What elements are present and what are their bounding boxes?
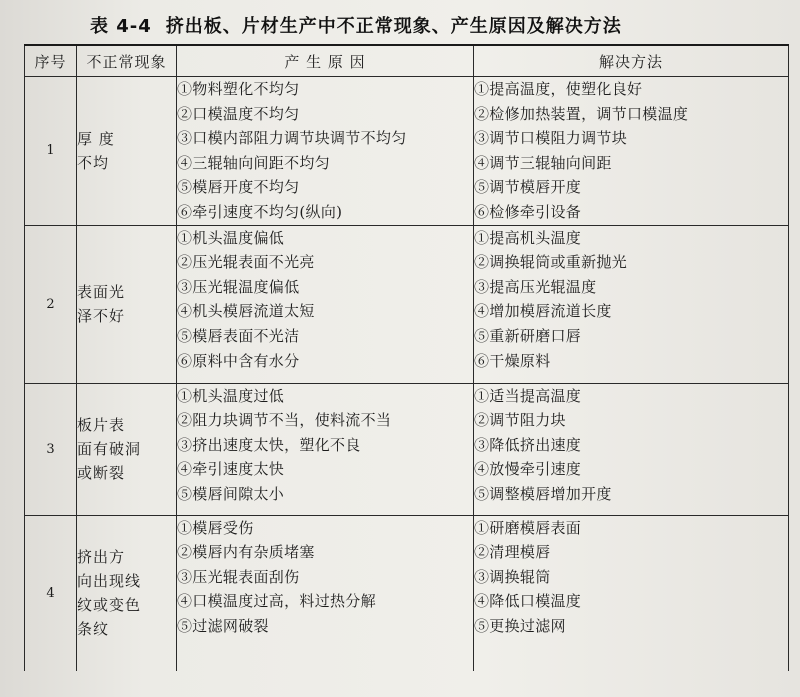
solution-item: ①提高温度，使塑化良好 xyxy=(474,80,643,98)
cause-item: ④机头模唇流道太短 xyxy=(177,302,315,321)
row-solutions xyxy=(474,225,789,383)
table-row xyxy=(25,225,789,383)
solution-list xyxy=(474,226,788,374)
cause-item: ②阻力块调节不当，使料流不当 xyxy=(177,411,392,430)
cause-item: ③压光辊温度偏低 xyxy=(177,277,300,296)
solution-item: ①提高机头温度 xyxy=(474,228,582,247)
cause-list xyxy=(177,516,473,639)
table-body xyxy=(25,77,789,672)
cause-list xyxy=(177,226,473,374)
cause-item: ②口模温度不均匀 xyxy=(177,104,300,123)
solution-item: ②调节阻力块 xyxy=(474,411,566,430)
cause-item: ④牵引速度太快 xyxy=(177,460,285,479)
cause-item: ②压光辊表面不光亮 xyxy=(177,253,315,272)
row-causes xyxy=(177,383,474,515)
solution-item: ④放慢牵引速度 xyxy=(474,460,582,479)
solution-item: ⑥干燥原料 xyxy=(474,351,551,370)
solution-item: ②调换辊筒或重新抛光 xyxy=(474,253,628,272)
row-seq: 2 xyxy=(25,225,77,383)
cause-item: ④三辊轴向间距不均匀 xyxy=(177,153,331,172)
row-phenomenon: 板片表 面有破洞 或断裂 xyxy=(77,383,177,515)
row-seq: 4 xyxy=(25,515,77,671)
cause-item: ⑥原料中含有水分 xyxy=(177,351,300,370)
solution-item: ①研磨模唇表面 xyxy=(474,518,582,537)
cause-item: ⑤过滤网破裂 xyxy=(177,616,269,635)
header-seq: 序号 xyxy=(25,45,77,77)
solution-item: ②清理模唇 xyxy=(474,543,551,562)
solution-list xyxy=(474,516,788,639)
solution-item: ⑤调整模唇增加开度 xyxy=(474,484,612,503)
solution-list xyxy=(474,77,788,225)
row-phenomenon: 厚 度 不均 xyxy=(77,77,177,226)
row-solutions xyxy=(474,383,789,515)
cause-item: ⑥牵引速度不均匀(纵向) xyxy=(177,202,343,221)
solution-item: ③调换辊筒 xyxy=(474,567,551,586)
cause-item: ③压光辊表面刮伤 xyxy=(177,567,300,586)
cause-item: ⑤模唇开度不均匀 xyxy=(177,178,300,197)
cause-item: ①机头温度偏低 xyxy=(177,228,285,247)
cause-item: ③口模内部阻力调节块调节不均匀 xyxy=(177,129,407,148)
solution-item: ⑤重新研磨口唇 xyxy=(474,326,582,345)
solution-list xyxy=(474,384,788,507)
row-causes xyxy=(177,515,474,671)
header-cause: 产 生 原 因 xyxy=(177,45,474,77)
cause-list xyxy=(177,77,473,225)
solution-item: ④调节三辊轴向间距 xyxy=(474,153,612,172)
table-row xyxy=(25,77,789,226)
table-row xyxy=(25,383,789,515)
row-causes xyxy=(177,225,474,383)
row-solutions xyxy=(474,77,789,226)
solution-item: ①适当提高温度 xyxy=(474,386,582,405)
solution-item: ③调节口模阻力调节块 xyxy=(474,129,628,148)
solution-item: ⑤调节模唇开度 xyxy=(474,178,582,197)
row-solutions xyxy=(474,515,789,671)
cause-item: ①物料塑化不均匀 xyxy=(177,80,300,98)
row-causes xyxy=(177,77,474,226)
row-phenomenon: 表面光 泽不好 xyxy=(77,225,177,383)
defects-table xyxy=(24,44,789,671)
solution-item: ④增加模唇流道长度 xyxy=(474,302,612,321)
table-title: 挤出板、片材生产中不正常现象、产生原因及解决方法 xyxy=(165,16,622,37)
cause-item: ⑤模唇表面不光洁 xyxy=(177,326,300,345)
solution-item: ⑤更换过滤网 xyxy=(474,616,566,635)
cause-item: ④口模温度过高，料过热分解 xyxy=(177,592,376,611)
cause-item: ②模唇内有杂质堵塞 xyxy=(177,543,315,562)
table-caption xyxy=(90,12,622,38)
solution-item: ②检修加热装置，调节口模温度 xyxy=(474,104,689,123)
table-row xyxy=(25,515,789,671)
header-row xyxy=(25,45,789,77)
cause-list xyxy=(177,384,473,507)
table-header xyxy=(25,45,789,77)
solution-item: ⑥检修牵引设备 xyxy=(474,202,582,221)
solution-item: ③提高压光辊温度 xyxy=(474,277,597,296)
cause-item: ①机头温度过低 xyxy=(177,386,285,405)
header-phenomenon: 不正常现象 xyxy=(77,45,177,77)
cause-item: ①模唇受伤 xyxy=(177,518,254,537)
cause-item: ⑤模唇间隙太小 xyxy=(177,484,285,503)
cause-item: ③挤出速度太快，塑化不良 xyxy=(177,435,361,454)
row-seq: 1 xyxy=(25,77,77,226)
table-number: 表 4-4 xyxy=(90,16,152,37)
header-solution: 解决方法 xyxy=(474,45,789,77)
solution-item: ④降低口模温度 xyxy=(474,592,582,611)
row-seq: 3 xyxy=(25,383,77,515)
row-phenomenon: 挤出方 向出现线 纹或变色 条纹 xyxy=(77,515,177,671)
solution-item: ③降低挤出速度 xyxy=(474,435,582,454)
